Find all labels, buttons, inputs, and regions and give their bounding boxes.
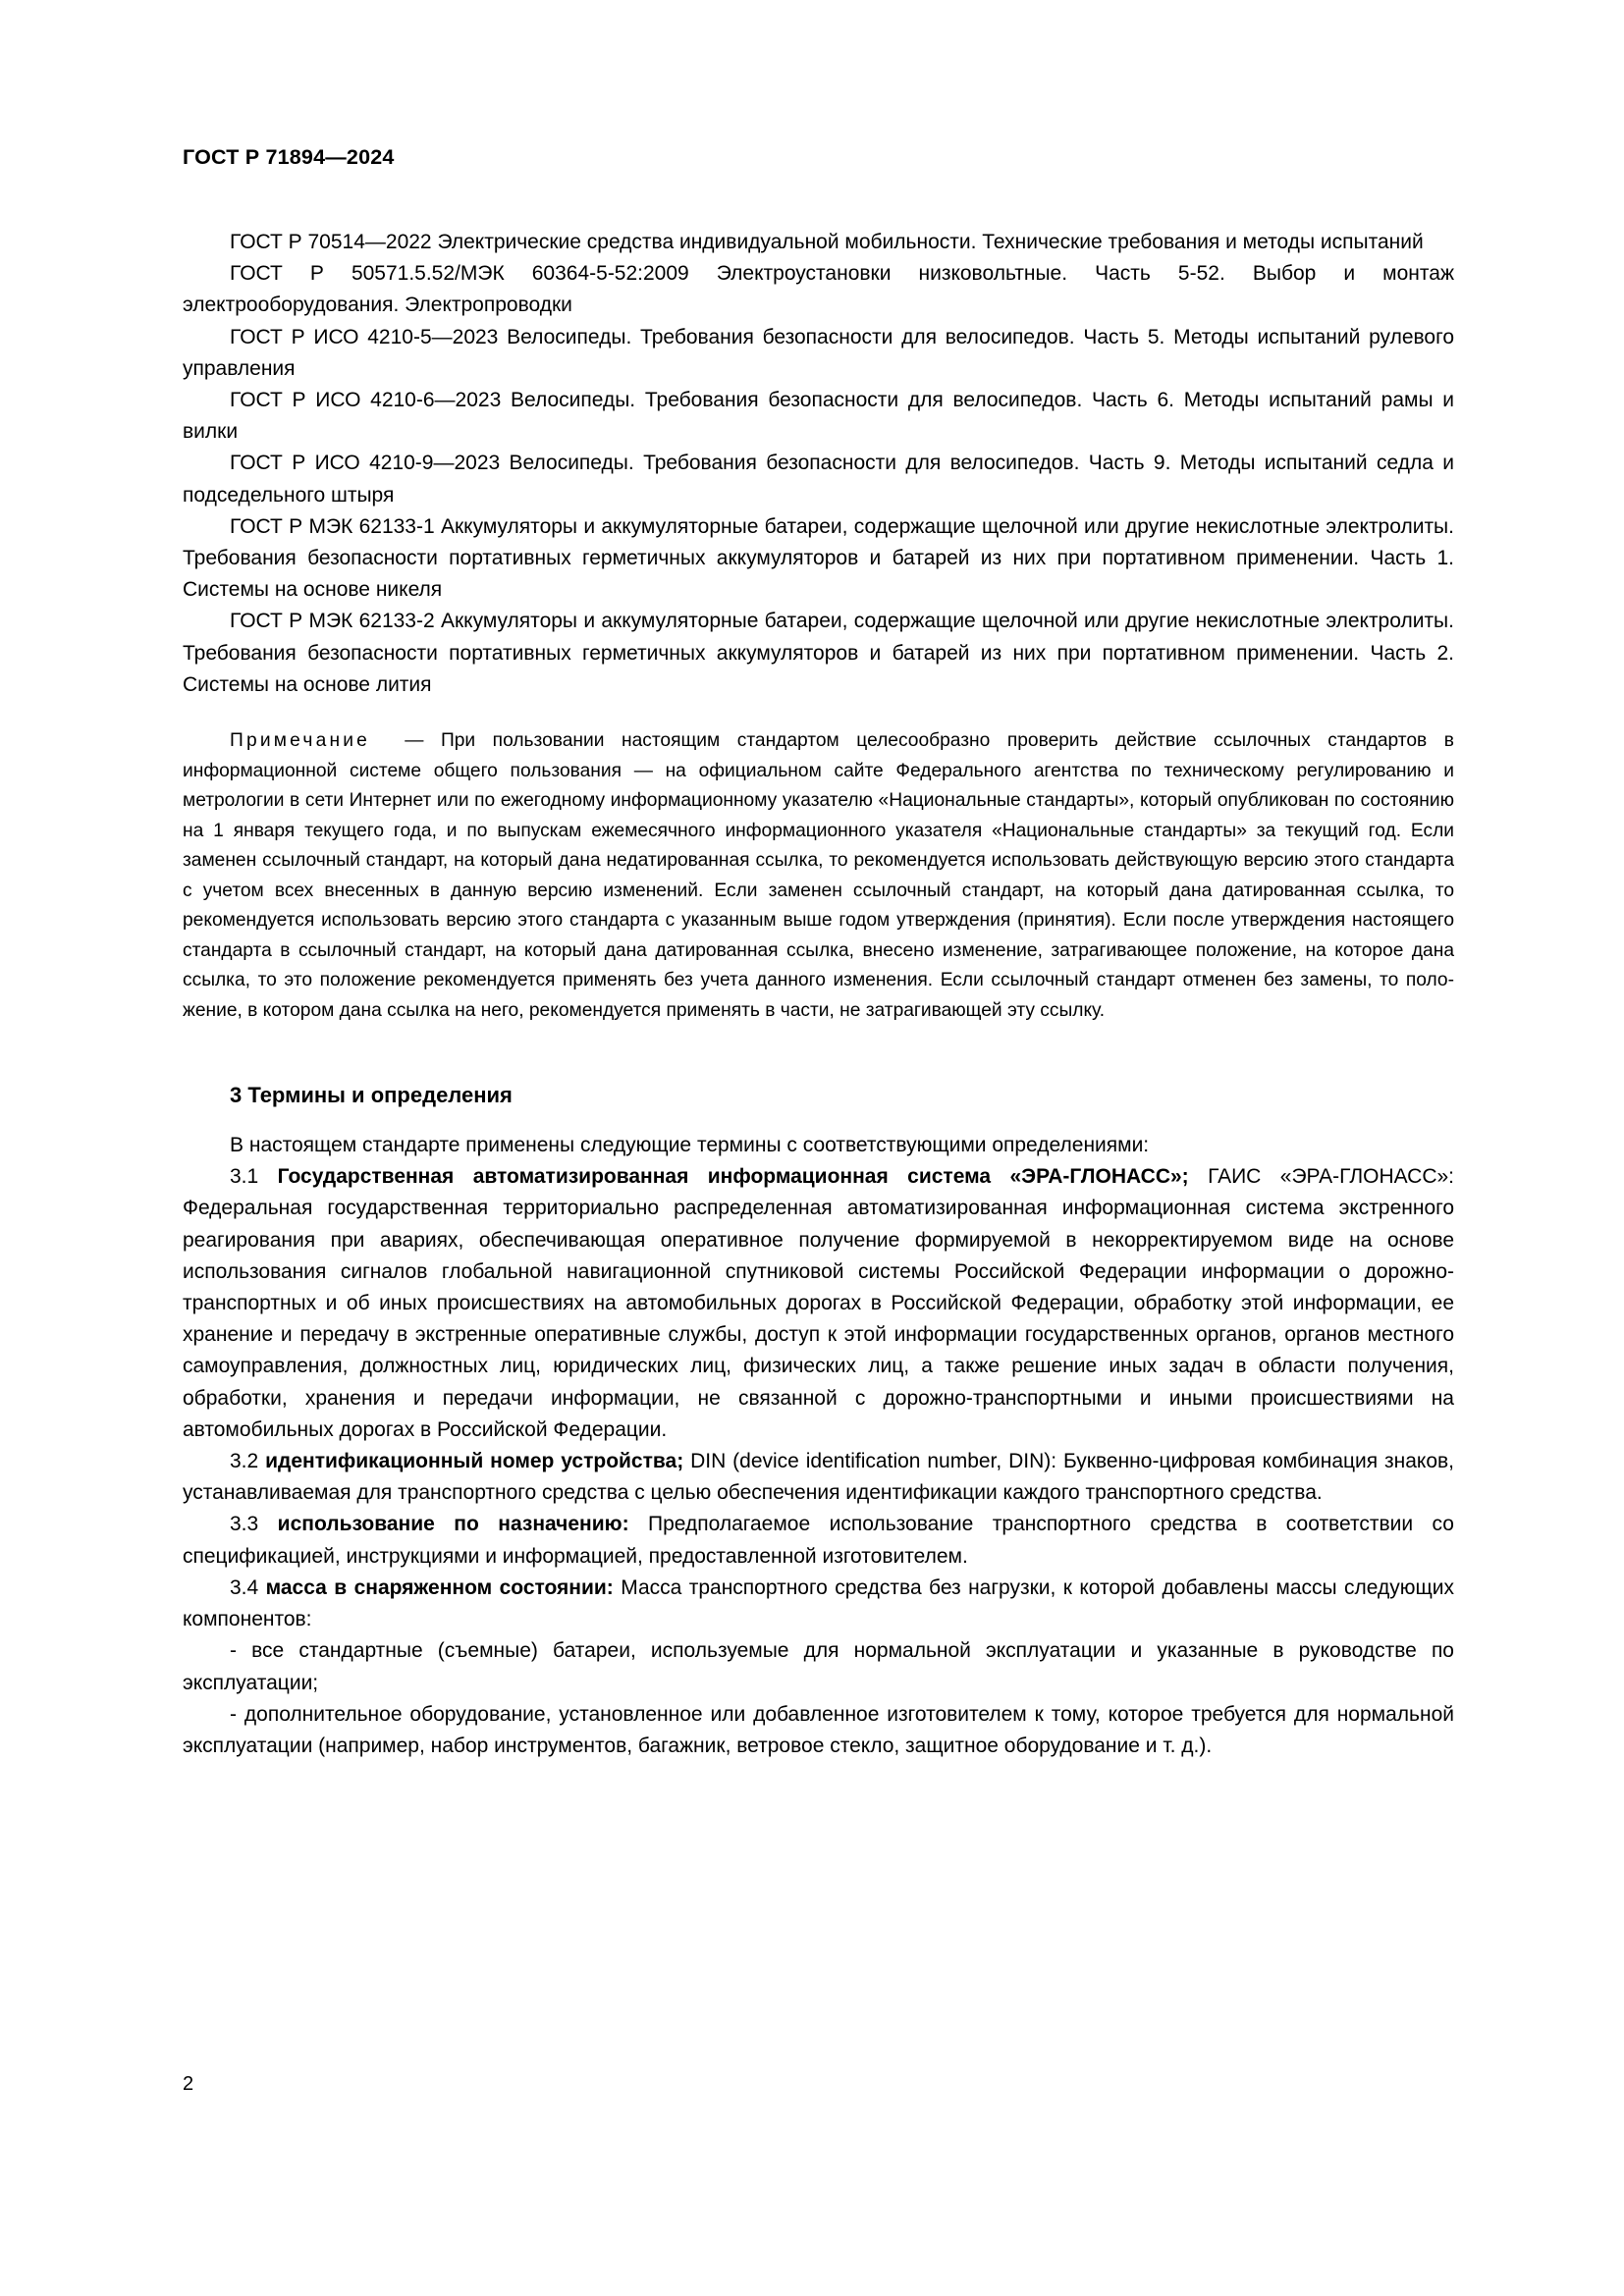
term-entry-3-2: [183, 1446, 1454, 1509]
term-title: идентификационный номер устройства;: [265, 1450, 684, 1473]
term-entry-3-4: [183, 1573, 1454, 1635]
term-entry-3-1: [183, 1161, 1454, 1446]
normative-references-list: [183, 227, 1454, 701]
reference-item: ГОСТ Р ИСО 4210-6—2023 Велосипеды. Требования безопасности для велосипедов. Часть 6. Методы испытаний рамы и вилки: [183, 389, 1454, 444]
term-number: 3.2: [230, 1450, 259, 1473]
term-number: 3.4: [230, 1575, 259, 1599]
term-definition: ГАИС «ЭРА-ГЛОНАСС»: Федеральная государственная территориально распределенная автоматизированная информационная система экстренного реагирования при авариях, обеспечивающая оперативное получение формируемой в некорректируемом виде на основе использования сигналов глобальной навигационной спутниковой системы Российской Федерации информации о дорожно-транспортных и об иных происшествиях на автомобильных дорогах в Российской Федерации, обработку этой информации, ее хранение и передачу в экстренные оперативные службы, доступ к этой информации государственных органов, органов местного самоуправления, должностных лиц, юридических лиц, физических лиц, а также решение иных задач в области получения, обработки, хранения и передачи информации, не связанной с дорожно-транспортными и иными происшествиями на автомобильных дорогах в Российской Федерации.: [183, 1165, 1455, 1441]
note-paragraph: [183, 726, 1454, 1026]
note-label: Примечание: [230, 730, 371, 752]
reference-item: ГОСТ Р ИСО 4210-9—2023 Велосипеды. Требования безопасности для велосипедов. Часть 9. Методы испытаний седла и подседельного штыря: [183, 452, 1454, 507]
page-number: 2: [183, 2073, 194, 2095]
bullet-item: - все стандартные (съемные) батареи, используемые для нормальной эксплуатации и указанные в руководстве по эксплуатации;: [183, 1639, 1454, 1694]
term-number: 3.1: [230, 1165, 259, 1189]
reference-item: ГОСТ Р МЭК 62133-1 Аккумуляторы и аккумуляторные батареи, содержащие щелочной или другие некислотные электролиты. Требования безопасности портативных герметичных аккумуляторов и батарей из них при портативном применении. Часть 1. Системы на основе никеля: [183, 514, 1454, 602]
term-number: 3.3: [230, 1513, 259, 1536]
reference-item: ГОСТ Р ИСО 4210-5—2023 Велосипеды. Требования безопасности для велосипедов. Часть 5. Методы испытаний рулевого управления: [183, 325, 1454, 380]
document-header: ГОСТ Р 71894—2024: [183, 145, 395, 169]
term-title: использование по назначению:: [277, 1513, 629, 1536]
terms-intro: В настоящем стандарте применены следующие термины с соответствующими определениями:: [230, 1134, 1150, 1157]
note-dash: —: [405, 730, 424, 752]
term-definition: DIN (device identification number, DIN): Буквенно-цифровая комбинация знаков, устанавливаемая для транспортного средства с целью обеспечения идентификации каждого транспортного средства.: [183, 1450, 1455, 1505]
term-definition: Предполагаемое использование транспортного средства в соответствии со спецификацией, инструкциями и информацией, предоставленной изготовителем.: [183, 1513, 1454, 1568]
page-content: [183, 145, 1454, 1762]
reference-item: ГОСТ Р 50571.5.52/МЭК 60364-5-52:2009 Электроустановки низковольтные. Часть 5-52. Выбор и монтаж электрооборудования. Электропроводки: [183, 262, 1454, 317]
term-title: Государственная автоматизированная информационная система «ЭРА-ГЛОНАСС»;: [277, 1165, 1189, 1189]
reference-item: ГОСТ Р МЭК 62133-2 Аккумуляторы и аккумуляторные батареи, содержащие щелочной или другие некислотные электролиты. Требования безопасности портативных герметичных аккумуляторов и батарей из них при портативном применении. Часть 2. Системы на основе лития: [183, 610, 1454, 696]
section-heading-terms: 3 Термины и определения: [230, 1083, 513, 1108]
note-text: При пользовании настоящим стандартом целесообразно проверить действие ссылочных стандартов в информационной системе общего пользования — на официальном сайте Федерального агентства по техническому регулированию и метрологии в сети Интернет или по ежегодному информационному указателю «Национальные стандарты», который опубликован по состоянию на 1 января текущего года, и по выпускам ежемесячного информационного указателя «Национальные стандарты» за текущий год. Если заменен ссылочный стандарт, на который дана недатированная ссылка, то рекомендуется использовать действующую версию этого стандарта с учетом всех внесенных в данную версию изменений. Если заменен ссылочный стандарт, на который дана датированная ссылка, то рекомендуется использовать версию этого стандарта с указанным выше годом утверждения (принятия). Если после утверждения настоящего стандарта в ссылочный стандарт, на который дана датированная ссылка, внесено изменение, затрагивающее положение, на которое дана ссылка, то это положение рекомендуется применять без учета данного изменения. Если ссылочный стандарт отменен без замены, то положение, в котором дана ссылка на него, рекомендуется применять в части, не затрагивающей эту ссылку.: [183, 730, 1454, 1021]
term-entry-3-3: [183, 1509, 1454, 1572]
term-title: масса в снаряженном состоянии:: [265, 1575, 614, 1599]
terms-body: [183, 1130, 1454, 1762]
reference-item: ГОСТ Р 70514—2022 Электрические средства индивидуальной мобильности. Технические требования и методы испытаний: [230, 231, 1424, 253]
bullet-item: - дополнительное оборудование, установленное или добавленное изготовителем к тому, которое требуется для нормальной эксплуатации (например, набор инструментов, багажник, ветровое стекло, защитное оборудование и т. д.).: [183, 1702, 1454, 1757]
term-definition: Масса транспортного средства без нагрузки, к которой добавлены массы следующих компонентов:: [183, 1575, 1455, 1631]
